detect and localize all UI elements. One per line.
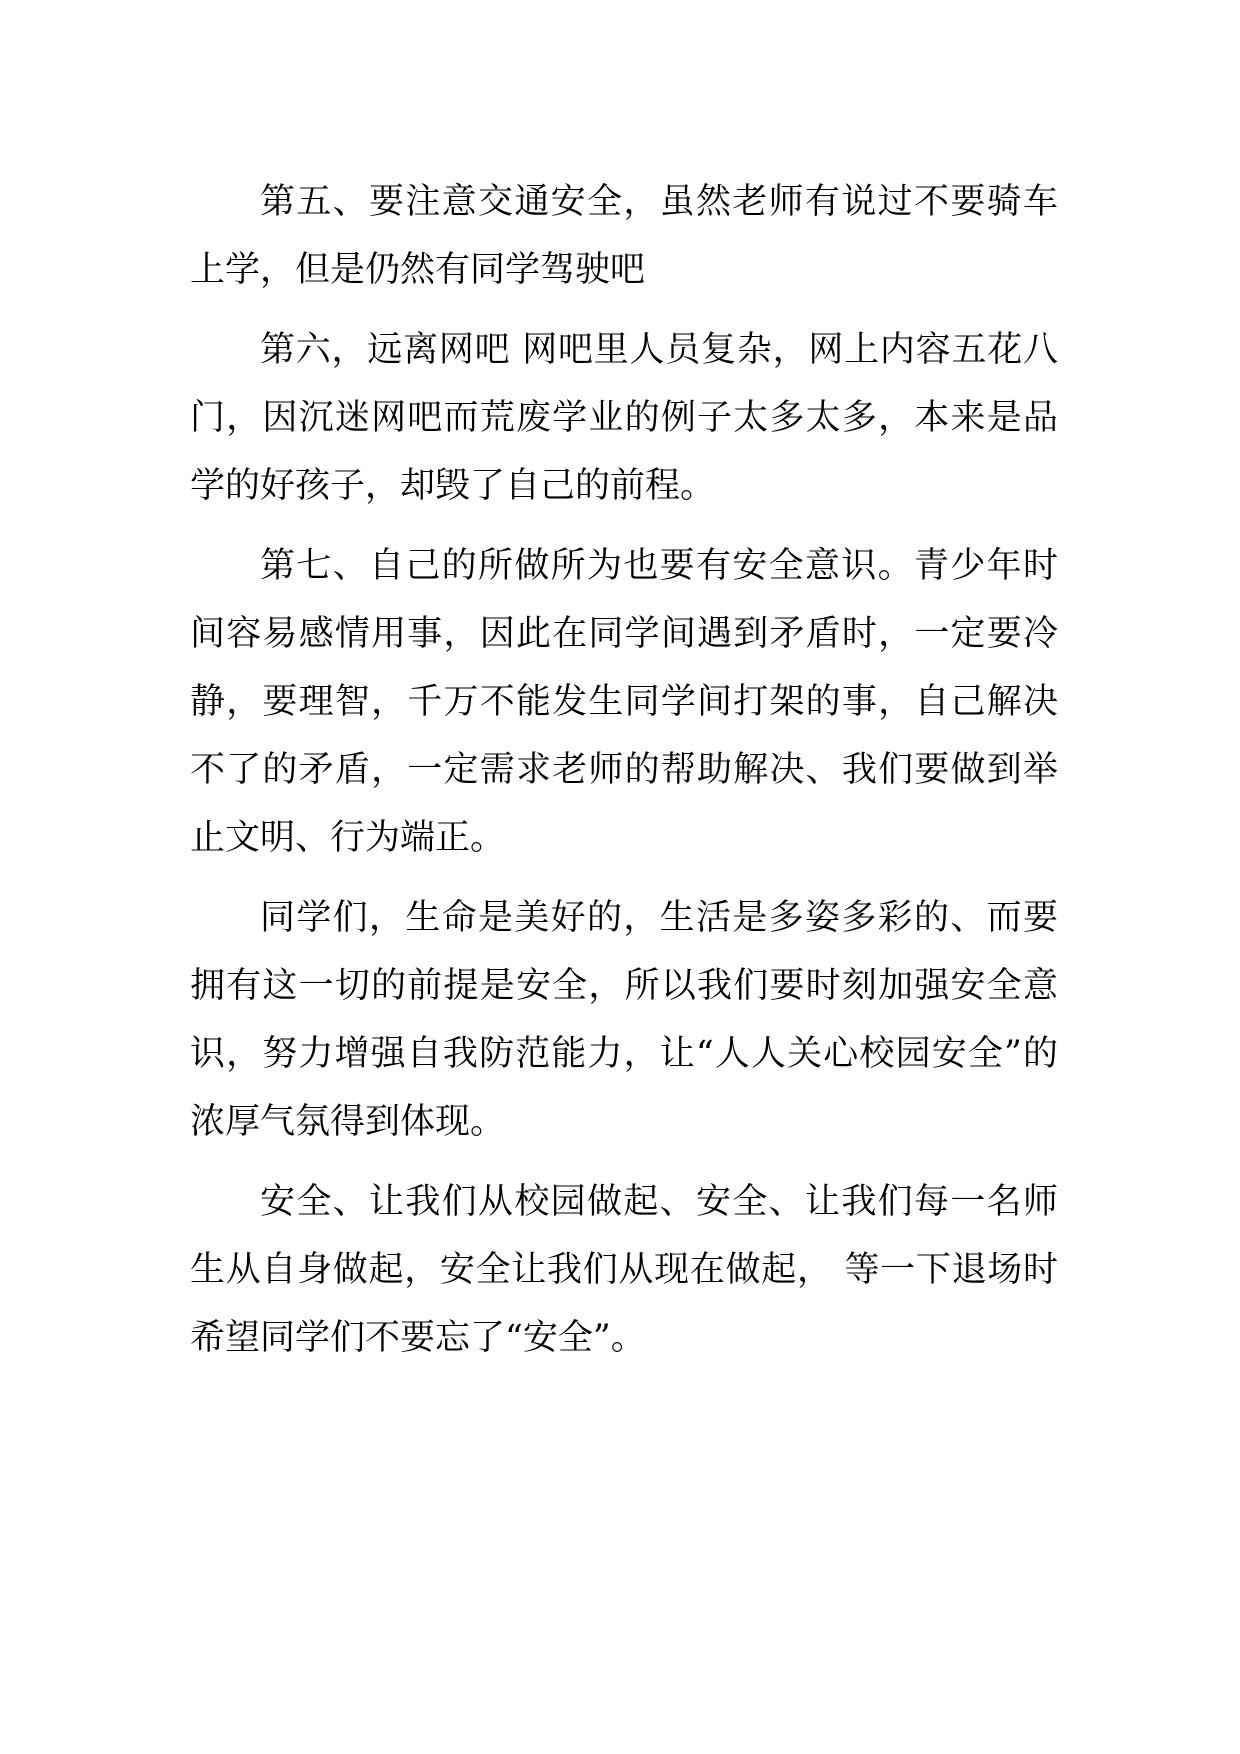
document-body <box>190 168 1058 1372</box>
paragraph-closing: 安全、让我们从校园做起、安全、让我们每一名师生从自身做起，安全让我们从现在做起， 等一下退场时希望同学们不要忘了“安全”。 <box>190 1182 1058 1358</box>
paragraph-life-safety: 同学们，生命是美好的，生活是多姿多彩的、而要拥有这一切的前提是安全，所以我们要时刻加强安全意识，努力增强自我防范能力，让“人人关心校园安全”的浓厚气氛得到体现。 <box>190 898 1058 1142</box>
paragraph-traffic-safety: 第五、要注意交通安全，虽然老师有说过不要骑车上学，但是仍然有同学驾驶吧 <box>190 182 1058 290</box>
paragraph-conduct: 第七、自己的所做所为也要有安全意识。青少年时间容易感情用事，因此在同学间遇到矛盾时，一定要冷静，要理智，千万不能发生同学间打架的事，自己解决不了的矛盾，一定需求老师的帮助解决、我们要做到举止文明、行为端正。 <box>190 546 1058 858</box>
paragraph-internet-cafe: 第六，远离网吧 网吧里人员复杂，网上内容五花八门，因沉迷网吧而荒废学业的例子太多太多，本来是品学的好孩子，却毁了自己的前程。 <box>190 330 1058 506</box>
